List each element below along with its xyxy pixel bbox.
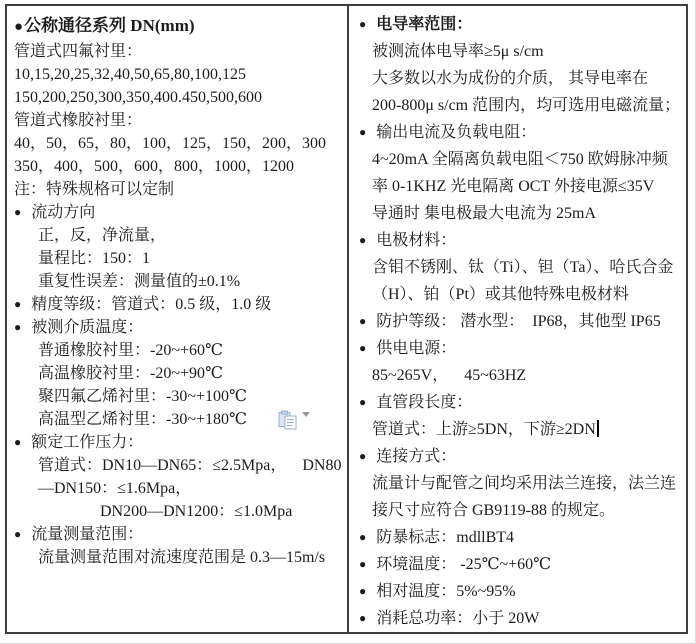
spec-line-text: 率 0-1KHZ 光电隔离 OCT 外接电源≤35V	[372, 178, 655, 195]
spec-line-text: 正，反，净流量，	[38, 227, 167, 244]
spec-line	[372, 281, 682, 308]
spec-line	[14, 201, 343, 224]
spec-line	[14, 431, 343, 454]
spec-line	[372, 497, 682, 524]
bullet-icon: ●	[14, 297, 22, 311]
spec-line-text: 大多数以水为成份的介质， 其导电率在	[372, 70, 649, 87]
spec-line	[14, 86, 343, 109]
spec-line-text: 输出电流及负载电阻：	[376, 124, 537, 141]
paste-options-button[interactable]	[278, 410, 312, 432]
bullet-icon: ●	[359, 17, 367, 31]
spec-line-text: 流量计与配管之间均采用法兰连接，法兰连	[372, 475, 677, 492]
spec-line	[372, 38, 682, 65]
spec-line	[359, 335, 682, 362]
bullet-icon: ●	[14, 527, 22, 541]
spec-column-left	[7, 6, 349, 632]
spec-line	[38, 546, 343, 569]
spec-line	[359, 524, 682, 551]
spec-line	[359, 578, 682, 605]
spec-line-text: 40，50，65，80，100，125，150，200，300	[14, 135, 327, 152]
spec-line-text: 管道式：DN10—DN65：≤2.5Mpa， DN80	[38, 457, 342, 474]
bullet-icon: ●	[359, 341, 367, 355]
spec-line-text: 接尺寸应符合 GB9119-88 的规定。	[372, 502, 615, 519]
clipboard-paste-icon	[278, 410, 298, 430]
spec-line	[14, 13, 343, 40]
spec-line-text: 流动方向	[31, 204, 96, 221]
spec-line	[14, 132, 343, 155]
spec-line-text: 含钼不锈刚、钛（Ti）、钽（Ta）、哈氏合金	[372, 259, 674, 276]
spec-line-text: 4~20mA 全隔离负载电阻＜750 欧姆脉冲频	[372, 151, 668, 168]
spec-line-text: 150,200,250,300,350,400.450,500,600	[14, 89, 262, 106]
spec-line	[38, 224, 343, 247]
spec-line	[372, 92, 682, 119]
spec-line-text: 防暴标志：mdllBT4	[376, 529, 515, 546]
chevron-down-icon	[302, 412, 310, 417]
spec-line	[14, 63, 343, 86]
bullet-icon: ●	[359, 611, 367, 625]
spec-line-text: 供电电源：	[376, 340, 457, 357]
spec-line-text: 量程比：150：1	[38, 250, 151, 267]
bullet-icon: ●	[359, 395, 367, 409]
bullet-icon: ●	[359, 557, 367, 571]
spec-line	[38, 477, 343, 500]
spec-column-right	[349, 6, 686, 632]
spec-line-text: 流量测量范围：	[31, 526, 144, 543]
spec-table	[5, 4, 688, 634]
spec-line	[14, 178, 343, 201]
bullet-icon: ●	[14, 205, 22, 219]
spec-line-text: （H）、铂（Pt）或其他特殊电极材料	[372, 286, 629, 303]
spec-line	[38, 454, 343, 477]
bullet-icon: ●	[14, 435, 22, 449]
spec-line-text: 10,15,20,25,32,40,50,65,80,100,125	[14, 66, 246, 83]
spec-line	[14, 293, 343, 316]
spec-line	[372, 146, 682, 173]
spec-line-text: DN200—DN1200：≤1.0Mpa	[100, 503, 293, 520]
bullet-icon: ●	[359, 233, 367, 247]
bullet-icon: ●	[14, 19, 24, 35]
spec-line	[100, 500, 343, 523]
spec-line-text: 注：特殊规格可以定制	[14, 181, 175, 198]
spec-line-text: 高温型乙烯衬里：-30~+180℃	[38, 411, 247, 428]
spec-line-text: 相对温度：5%~95%	[376, 583, 516, 600]
spec-line	[359, 119, 682, 146]
bullet-icon: ●	[359, 584, 367, 598]
spec-line-text: 350，400，500，600，800，1000，1200	[14, 158, 295, 175]
spec-line	[359, 443, 682, 470]
spec-line-text: 流量测量范围对流速度范围是 0.3—15m/s	[38, 549, 326, 566]
spec-line-text: 重复性误差：测量值的±0.1%	[38, 273, 241, 290]
spec-line	[359, 389, 682, 416]
spec-line-text: —DN150：≤1.6Mpa，	[38, 480, 192, 497]
spec-line	[372, 470, 682, 497]
spec-line	[372, 65, 682, 92]
spec-line	[38, 270, 343, 293]
spec-line-text: 管道式：上游≥5DN，下游≥2DN	[372, 421, 596, 438]
spec-line-text: 连接方式：	[376, 448, 457, 465]
spec-line-text: 导通时 集电极最大电流为 25mA	[372, 205, 597, 222]
spec-line	[372, 254, 682, 281]
spec-line-text: 环境温度： -25℃~+60℃	[376, 556, 552, 573]
spec-line	[372, 416, 682, 443]
spec-line-text: 电导率范围：	[376, 16, 473, 33]
spec-line-text: 公称通径系列 DN(mm)	[24, 16, 195, 35]
spec-line	[372, 173, 682, 200]
spec-line-text: 管道式四氟衬里：	[14, 43, 143, 60]
spec-line	[14, 155, 343, 178]
bullet-icon: ●	[14, 320, 22, 334]
spec-line-text: 额定工作压力：	[31, 434, 144, 451]
spec-line-text: 电极材料：	[376, 232, 457, 249]
spec-line	[14, 40, 343, 63]
spec-line	[359, 227, 682, 254]
spec-line	[359, 308, 682, 335]
spec-line	[38, 247, 343, 270]
spec-line-text: 管道式橡胶衬里：	[14, 112, 143, 129]
bullet-icon: ●	[359, 314, 367, 328]
text-cursor	[597, 420, 599, 437]
spec-line	[38, 362, 343, 385]
spec-line	[372, 200, 682, 227]
spec-line-text: 高温橡胶衬里：-20~+90℃	[38, 365, 223, 382]
spec-line-text: 85~265V， 45~63HZ	[372, 367, 527, 384]
spec-line	[38, 385, 343, 408]
spec-line-text: 防护等级： 潜水型： IP68，其他型 IP65	[376, 313, 661, 330]
spec-line	[14, 109, 343, 132]
spec-line	[14, 523, 343, 546]
spec-line-text: 聚四氟乙烯衬里：-30~+100℃	[38, 388, 247, 405]
bullet-icon: ●	[359, 530, 367, 544]
bullet-icon: ●	[359, 125, 367, 139]
bullet-icon: ●	[359, 449, 367, 463]
spec-line-text: 消耗总功率：小于 20W	[376, 610, 540, 627]
spec-line	[359, 11, 682, 38]
spec-line-text: 普通橡胶衬里：-20~+60℃	[38, 342, 223, 359]
spec-line	[372, 362, 682, 389]
spec-line-text: 被测介质温度：	[31, 319, 144, 336]
spec-line	[14, 316, 343, 339]
spec-line-text: 200-800μ s/cm 范围内，均可选用电磁流量；	[372, 97, 681, 114]
spec-line-text: 被测流体电导率≥5μ s/cm	[372, 43, 544, 60]
spec-line-text: 精度等级：管道式：0.5 级，1.0 级	[31, 296, 272, 313]
spec-line	[359, 605, 682, 632]
spec-line-text: 直管段长度：	[376, 394, 473, 411]
spec-line	[359, 551, 682, 578]
spec-line	[38, 339, 343, 362]
